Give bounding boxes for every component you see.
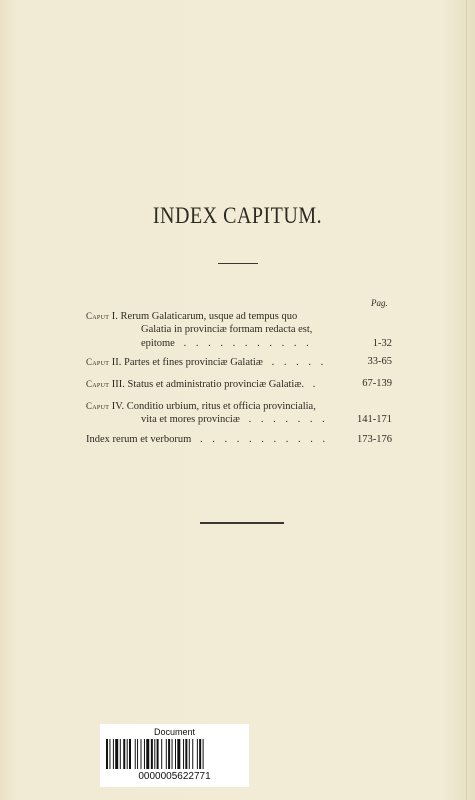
table-of-contents bbox=[86, 309, 392, 447]
caput-label: Caput bbox=[86, 401, 110, 411]
toc-entry-2 bbox=[86, 355, 392, 369]
leader-dots: . . . . . . . . . . . bbox=[177, 338, 313, 349]
chapter-title-line: Partes et fines provinciæ Galatiæ bbox=[124, 357, 263, 368]
chapter-title-line: Rerum Galaticarum, usque ad tempus quo bbox=[120, 311, 298, 322]
leader-dots: . . . . . bbox=[265, 357, 327, 368]
leader-dots: . bbox=[306, 379, 319, 390]
title-divider bbox=[218, 263, 258, 264]
chapter-title-line: Conditio urbium, ritus et officia provincialia, bbox=[126, 401, 316, 412]
chapter-numeral: IV. bbox=[111, 401, 125, 412]
chapter-title-line: Index rerum et verborum bbox=[86, 434, 192, 445]
chapter-title-line: epitome bbox=[141, 338, 175, 349]
barcode-number: 0000005622771 bbox=[138, 771, 211, 782]
chapter-numeral: I. bbox=[111, 311, 118, 322]
page-range: 67-139 bbox=[362, 378, 392, 389]
toc-entry-3 bbox=[86, 377, 392, 391]
toc-entry-1 bbox=[86, 309, 392, 351]
barcode-sticker bbox=[100, 724, 249, 787]
page-range: 173-176 bbox=[357, 434, 392, 445]
chapter-title-line: Galatia in provinciæ formam redacta est, bbox=[141, 324, 313, 335]
toc-entry-index bbox=[86, 433, 392, 447]
leader-dots: . . . . . . . . . . . bbox=[193, 434, 329, 445]
chapter-title-line: vita et mores provinciæ bbox=[141, 414, 240, 425]
caput-label: Caput bbox=[86, 311, 110, 321]
page-range: 1-32 bbox=[372, 338, 392, 349]
caput-label: Caput bbox=[86, 379, 110, 389]
barcode-label: Document bbox=[153, 727, 196, 737]
leader-dots: . . . . . . . bbox=[242, 414, 329, 425]
barcode-icon bbox=[106, 739, 243, 769]
chapter-title-line: Status et administratio provinciæ Galatiæ. bbox=[127, 379, 304, 390]
toc-entry-4 bbox=[86, 399, 392, 427]
page-title: INDEX CAPITUM. bbox=[152, 203, 323, 229]
page-range: 141-171 bbox=[357, 414, 392, 425]
page-edge-line bbox=[466, 0, 467, 800]
chapter-numeral: II. bbox=[111, 357, 122, 368]
page-range: 33-65 bbox=[367, 356, 392, 367]
pag-column-label: Pag. bbox=[371, 298, 388, 308]
caput-label: Caput bbox=[86, 357, 110, 367]
closing-divider bbox=[200, 522, 284, 524]
chapter-numeral: III. bbox=[111, 379, 125, 390]
